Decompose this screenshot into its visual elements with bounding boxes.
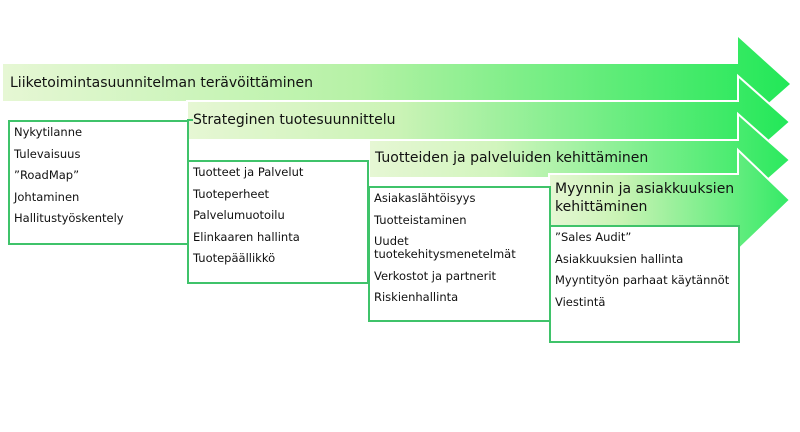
stage-4-items-box xyxy=(549,225,740,343)
stage-1-items-box xyxy=(8,120,189,245)
list-item: Verkostot ja partnerit xyxy=(374,268,497,283)
stage-4-title-line1: Myynnin ja asiakkuuksien xyxy=(555,181,735,197)
stage-4-title-line2: kehittäminen xyxy=(555,199,648,215)
list-item: Johtaminen xyxy=(14,189,80,204)
list-item: Asiakaslähtöisyys xyxy=(374,191,476,205)
list-item: Tulevaisuus xyxy=(14,146,81,161)
stage-3-items-box xyxy=(368,186,551,322)
list-item: Hallitustyöskentely xyxy=(14,211,124,225)
list-item: Tuotepäällikkö xyxy=(193,251,276,265)
list-item: Riskienhallinta xyxy=(374,290,459,304)
stage-2-items-box xyxy=(187,160,369,284)
list-item: Elinkaaren hallinta xyxy=(193,229,300,244)
stage-2-title: Strateginen tuotesuunnittelu xyxy=(193,112,396,128)
list-item: Uudet tuotekehitysmenetelmät xyxy=(374,234,516,261)
list-item: Palvelumuotoilu xyxy=(193,208,285,222)
list-item: Asiakkuuksien hallinta xyxy=(555,251,684,266)
list-item: Myyntityön parhaat käytännöt xyxy=(555,273,730,287)
list-item: Viestintä xyxy=(555,294,606,309)
stage-3-title: Tuotteiden ja palveluiden kehittäminen xyxy=(375,150,649,166)
list-item: Tuotteet ja Palvelut xyxy=(193,165,304,179)
list-item: Tuoteperheet xyxy=(193,186,270,201)
list-item: Nykytilanne xyxy=(14,125,83,139)
list-item: ”RoadMap” xyxy=(14,168,80,182)
list-item: Tuotteistaminen xyxy=(374,212,467,227)
stage-1-title: Liiketoimintasuunnitelman terävöittäminen xyxy=(10,75,314,91)
list-item: ”Sales Audit” xyxy=(555,230,632,244)
